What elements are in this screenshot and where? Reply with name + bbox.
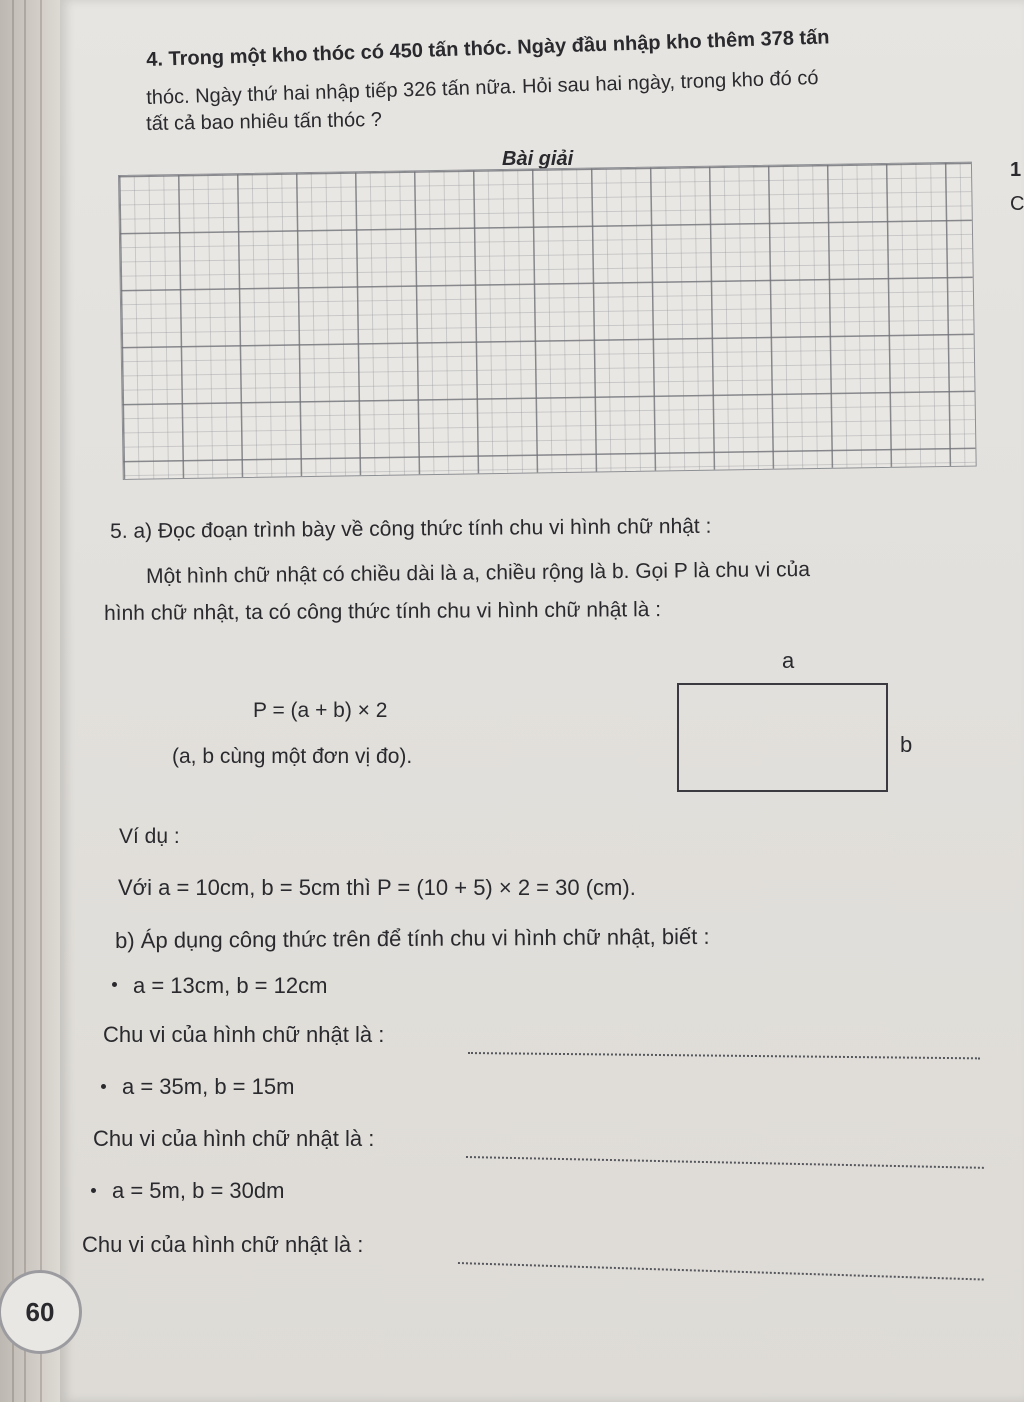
bullet (101, 1084, 106, 1089)
page-number-badge (0, 1270, 82, 1354)
problem-4-text: 4. Trong một kho thóc có 450 tấn thóc. Ngày đầu nhập kho thêm 378 tấn (145, 26, 830, 71)
bullet (112, 982, 117, 987)
problem-5-intro-line-2: hình chữ nhật, ta có công thức tính chu vi hình chữ nhật là : (103, 598, 662, 625)
problem-4-line-2: thóc. Ngày thứ hai nhập tiếp 326 tấn nữa. Hỏi sau hai ngày, trong kho đó có (145, 67, 819, 109)
given-values: a = 5m, b = 30dm (112, 1178, 285, 1203)
problem-4-line-3: tất cả bao nhiêu tấn thóc ? (145, 108, 383, 135)
given-values: a = 35m, b = 15m (122, 1074, 295, 1099)
page-number: 60 (25, 1296, 55, 1327)
answer-label: Chu vi của hình chữ nhật là : (82, 1232, 364, 1257)
problem-5-part-a: 5. a) Đọc đoạn trình bày về công thức tính chu vi hình chữ nhật : (109, 514, 712, 543)
answer-label: Chu vi của hình chữ nhật là : (93, 1126, 375, 1151)
solution-writing-grid[interactable] (118, 162, 977, 480)
problem-5-intro-line-1: Một hình chữ nhật có chiều dài là a, chiều rộng là b. Gọi P là chu vi của (145, 558, 811, 588)
answer-label: Chu vi của hình chữ nhật là : (103, 1022, 385, 1047)
rectangle-figure (677, 683, 888, 792)
bullet (91, 1188, 96, 1193)
example-label: Ví dụ : (119, 825, 180, 848)
perimeter-formula: P = (a + b) × 2 (253, 699, 388, 722)
solution-heading: Bài giải (502, 148, 574, 170)
figure-label-b: b (900, 732, 913, 757)
figure-label-a: a (782, 648, 795, 673)
example-text: Với a = 10cm, b = 5cm thì P = (10 + 5) × 2 = 30 (cm). (118, 875, 636, 900)
edge-mark-bottom: C (1010, 193, 1024, 215)
formula-unit-note: (a, b cùng một đơn vị đo). (172, 745, 413, 768)
problem-5-part-b: b) Áp dụng công thức trên để tính chu vi hình chữ nhật, biết : (114, 923, 710, 953)
book-spine-edge (0, 0, 60, 1402)
given-values: a = 13cm, b = 12cm (133, 973, 328, 998)
edge-mark-top: 1 (1010, 159, 1022, 181)
